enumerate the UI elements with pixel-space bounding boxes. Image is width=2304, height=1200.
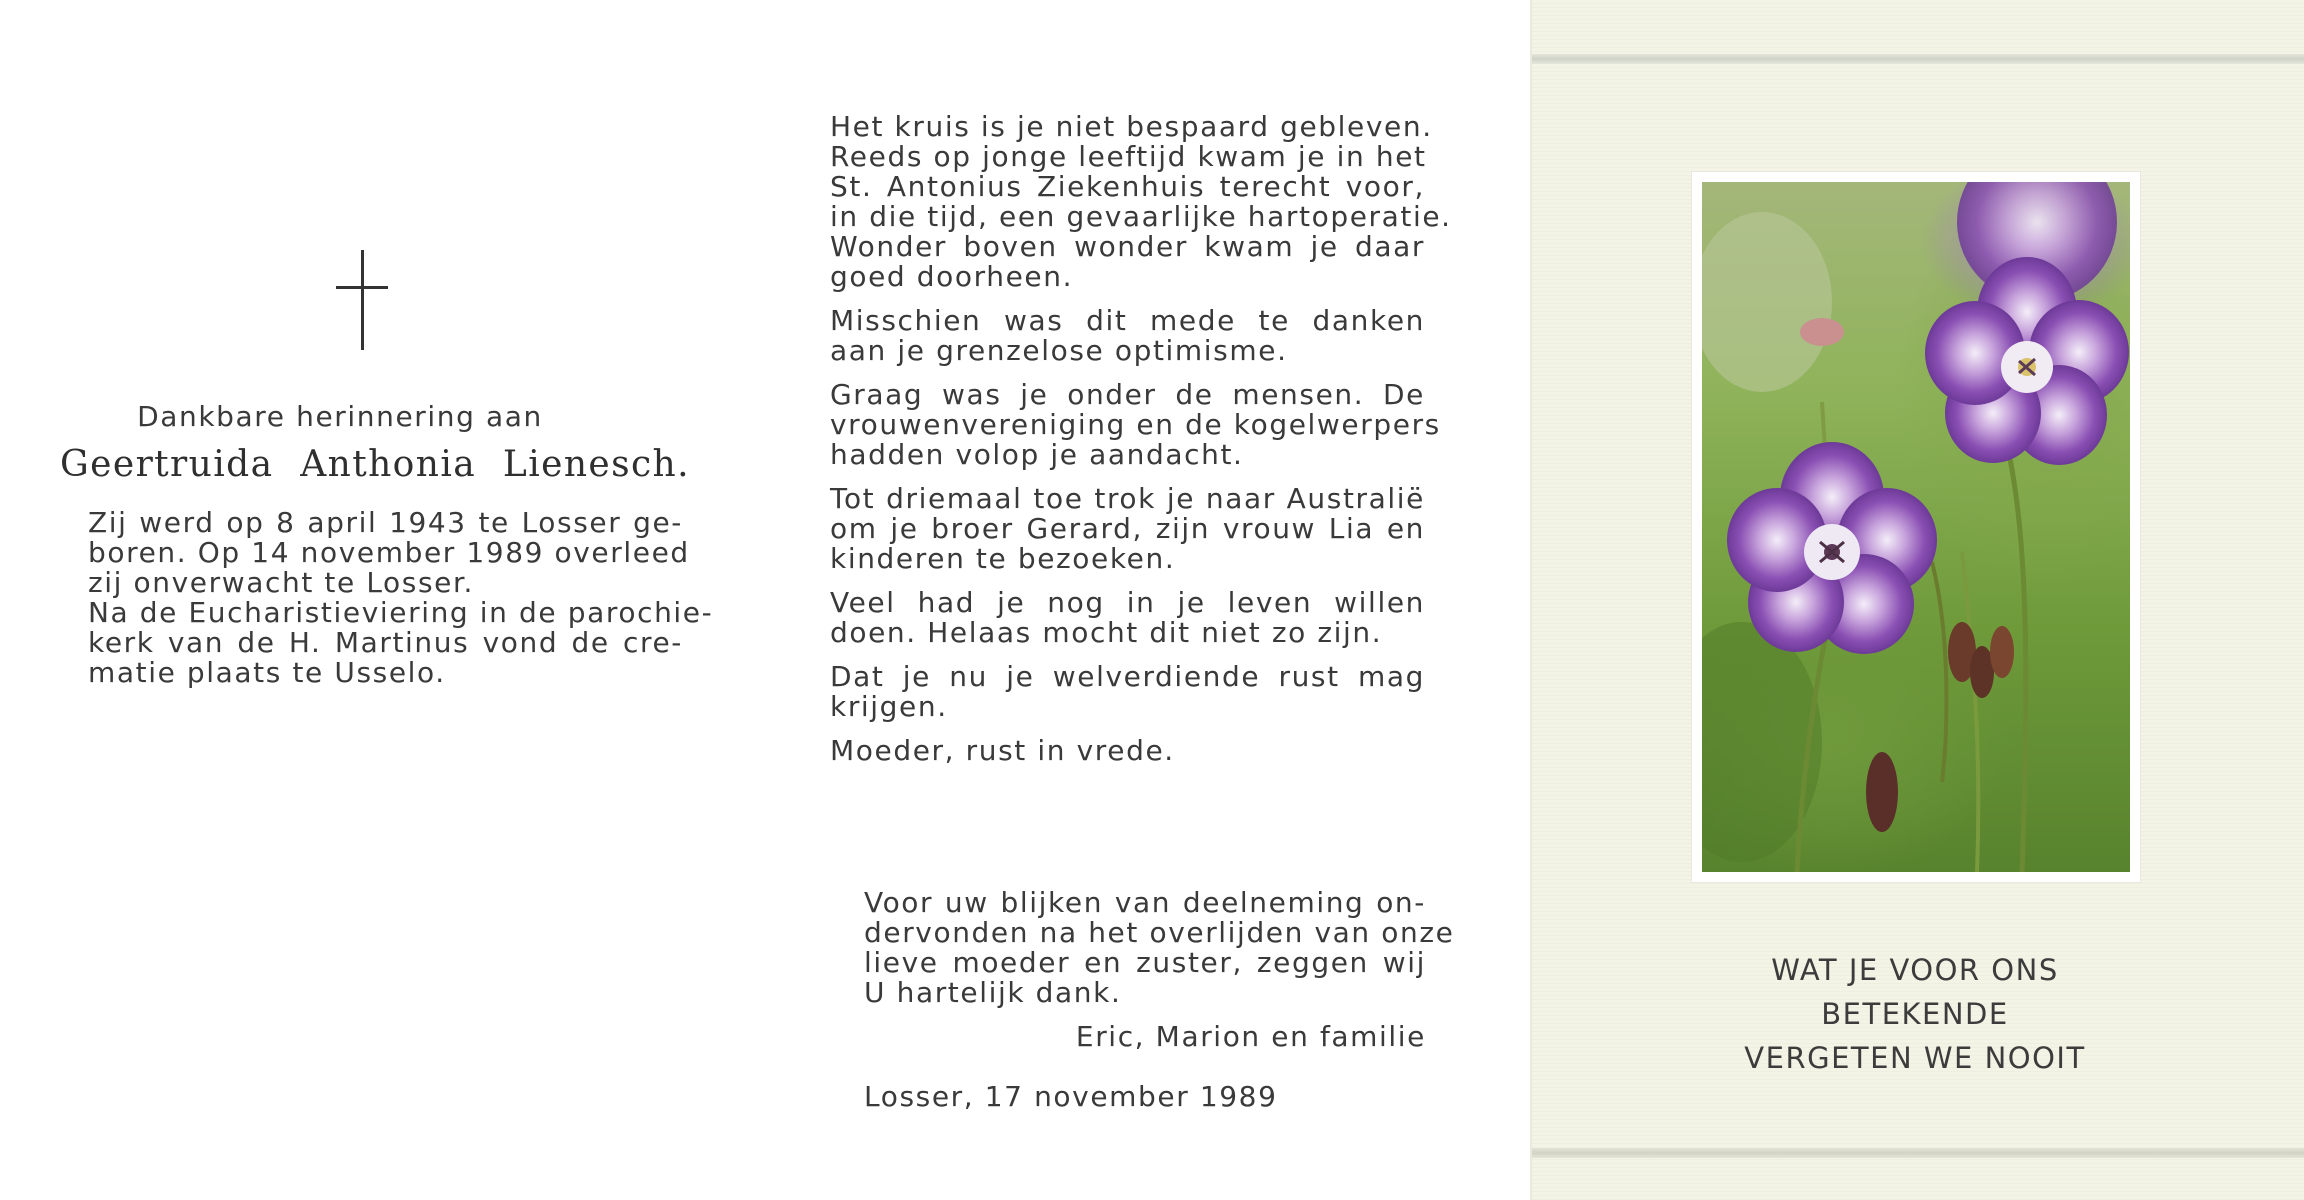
poem-line: om je broer Gerard, zijn vrouw Lia en: [830, 512, 1425, 545]
place-date: Losser, 17 november 1989: [864, 1080, 1278, 1113]
thanks-line: dervonden na het overlijden van onze: [864, 916, 1455, 949]
bio-line: zij onverwacht te Losser.: [88, 566, 475, 599]
motto-line: WAT JE VOOR ONS: [1771, 953, 2059, 987]
poem-line: krijgen.: [830, 690, 948, 723]
thanks-note: [864, 886, 1455, 1009]
poem-line: vrouwenvereniging en de kogelwerpers: [830, 408, 1441, 441]
poem-line: Reeds op jonge leeftijd kwam je in het: [830, 140, 1427, 173]
bio-line: matie plaats te Usselo.: [88, 656, 446, 689]
poem-line: Veel had je nog in je leven willen: [830, 586, 1425, 619]
motto-line: BETEKENDE: [1821, 997, 2009, 1031]
poem-line: St. Antonius Ziekenhuis terecht voor,: [830, 170, 1425, 203]
poem-line: Moeder, rust in vrede.: [830, 734, 1175, 767]
decorative-stripe: [1532, 54, 2304, 64]
thanks-line: Voor uw blijken van deelneming on-: [864, 886, 1426, 919]
deceased-name: Geertruida Anthonia Lienesch.: [60, 444, 690, 485]
cross-icon: [336, 250, 388, 350]
bio-line: Zij werd op 8 april 1943 te Losser ge-: [88, 506, 683, 539]
motto-line: VERGETEN WE NOOIT: [1744, 1041, 2086, 1075]
left-panel: [0, 0, 800, 1200]
geranium-flowers-image: [1702, 182, 2130, 872]
poem-line: Graag was je onder de mensen. De: [830, 378, 1425, 411]
signature: Eric, Marion en familie: [1075, 1020, 1426, 1053]
bio-line: kerk van de H. Martinus vond de cre-: [88, 626, 683, 659]
flower-photo-frame: [1692, 172, 2140, 882]
poem-line: Dat je nu je welverdiende rust mag: [830, 660, 1425, 693]
poem-line: in die tijd, een gevaarlijke hartoperatie.: [830, 200, 1452, 233]
biography: [88, 506, 714, 689]
poem-line: Het kruis is je niet bespaard gebleven.: [830, 110, 1433, 143]
bio-line: Na de Eucharistieviering in de parochie-: [88, 596, 714, 629]
thanks-line: lieve moeder en zuster, zeggen wij: [864, 946, 1426, 979]
poem-line: Wonder boven wonder kwam je daar: [830, 230, 1425, 263]
decorative-stripe: [1532, 1148, 2304, 1158]
poem-line: goed doorheen.: [830, 260, 1074, 293]
bio-line: boren. Op 14 november 1989 overleed: [88, 536, 690, 569]
motto: [1700, 948, 2130, 1080]
flower-photo: [1702, 182, 2130, 872]
thanks-line: U hartelijk dank.: [864, 976, 1122, 1009]
memorial-poem: [830, 110, 1452, 767]
poem-line: hadden volop je aandacht.: [830, 438, 1244, 471]
poem-line: aan je grenzelose optimisme.: [830, 334, 1288, 367]
poem-line: Misschien was dit mede te danken: [830, 304, 1425, 337]
intro-text: Dankbare herinnering aan: [137, 400, 543, 433]
poem-line: kinderen te bezoeken.: [830, 542, 1176, 575]
poem-line: doen. Helaas mocht dit niet zo zijn.: [830, 616, 1383, 649]
poem-line: Tot driemaal toe trok je naar Australië: [830, 482, 1425, 515]
